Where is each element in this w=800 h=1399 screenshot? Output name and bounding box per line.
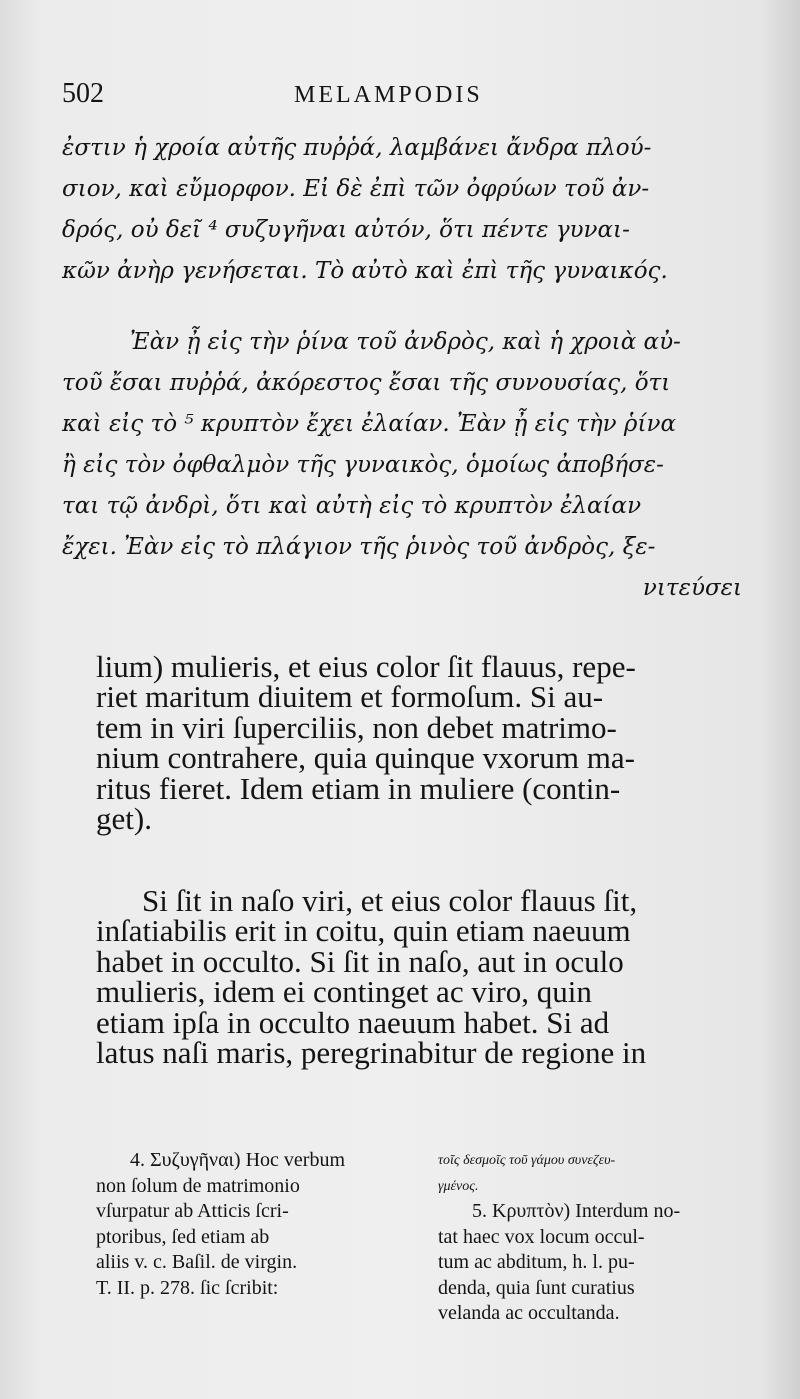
greek-line: ἔχει. Ἐὰν εἰς τὸ πλάγιον τῆς ῥινὸς τοῦ ἀνδρὸς, ξε-	[62, 534, 656, 560]
footnote-line: 5. Κρυπτὸν) Interdum no-	[472, 1200, 681, 1222]
greek-line: ἢ εἰς τὸν ὀφθαλμὸν τῆς γυναικὸς, ὁμοίως ἀποβήσε-	[62, 452, 664, 478]
greek-line: Ἐὰν ᾖ εἰς τὴν ῥίνα τοῦ ἀνδρὸς, καὶ ἡ χροιὰ αὐ-	[130, 329, 681, 355]
running-title: MELAMPODIS	[294, 82, 483, 108]
footnote-greek-line: τοῖς δεσμοῖς τοῦ γάμου συνεζευ-	[438, 1153, 616, 1168]
greek-catchword: νιτεύσει	[642, 575, 742, 601]
footnote-line: tat haec vox locum occul-	[438, 1225, 645, 1248]
latin-line: Si ſit in naſo viri, et eius color flauus ſit,	[142, 883, 638, 918]
greek-paragraph-1	[62, 128, 742, 292]
latin-paragraph-1	[96, 649, 736, 836]
footnote-line: 4. Συζυγῆναι) Hoc verbum	[130, 1149, 345, 1171]
latin-line: mulieris, idem ei continget ac viro, quin	[96, 974, 592, 1010]
latin-line: nium contrahere, quia quinque vxorum ma-	[96, 740, 635, 776]
footnote-line: T. II. p. 278. ſic ſcribit:	[96, 1276, 279, 1299]
greek-paragraph-2	[62, 322, 742, 609]
latin-line: latus naſi maris, peregrinabitur de regione in	[96, 1034, 647, 1070]
footnote-column-right	[438, 1148, 738, 1327]
greek-line: δρός, οὐ δεῖ ⁴ συζυγῆναι αὐτόν, ὅτι πέντε γυναι-	[62, 217, 630, 243]
latin-line: get).	[96, 800, 152, 836]
latin-line: habet in occulto. Si ſit in naſo, aut in oculo	[96, 943, 624, 979]
latin-line: riet maritum diuitem et formoſum. Si au-	[96, 679, 604, 715]
footnote-line: tum ac abditum, h. l. pu-	[438, 1251, 635, 1273]
latin-line: inſatiabilis erit in coitu, quin etiam naeuum	[96, 913, 631, 949]
greek-line: ται τῷ ἀνδρὶ, ὅτι καὶ αὐτὴ εἰς τὸ κρυπτὸν ἐλαίαν	[62, 493, 642, 519]
footnote-line: denda, quia ſunt curatius	[438, 1276, 635, 1299]
footnote-line: aliis v. c. Baſil. de virgin.	[96, 1251, 298, 1273]
footnote-line: velanda ac occultanda.	[438, 1302, 620, 1324]
latin-line: tem in viri ſuperciliis, non debet matrimo-	[96, 709, 617, 745]
footnote-column-left	[96, 1148, 416, 1301]
footnote-line: vſurpatur ab Atticis ſcri-	[96, 1200, 289, 1222]
latin-line: etiam ipſa in occulto naeuum habet. Si ad	[96, 1004, 610, 1040]
page-number: 502	[62, 78, 104, 109]
latin-line: ritus fieret. Idem etiam in muliere (contin-	[96, 770, 621, 806]
greek-line: ἐστιν ἡ χροία αὐτῆς πυῤῥά, λαμβάνει ἄνδρα πλού-	[62, 135, 652, 161]
greek-line: τοῦ ἔσαι πυῤῥά, ἀκόρεστος ἔσαι τῆς συνουσίας, ὅτι	[62, 370, 671, 396]
footnote-line: ptoribus, ſed etiam ab	[96, 1225, 270, 1248]
page-header	[62, 78, 742, 118]
footnote-line: non ſolum de matrimonio	[96, 1174, 300, 1197]
greek-line: κῶν ἀνὴρ γενήσεται. Τὸ αὐτὸ καὶ ἐπὶ τῆς γυναικός.	[62, 258, 668, 284]
latin-line: lium) mulieris, et eius color ſit flauus, repe-	[96, 649, 636, 684]
greek-line: καὶ εἰς τὸ ⁵ κρυπτὸν ἔχει ἐλαίαν. Ἐὰν ᾖ εἰς τὴν ῥίνα	[62, 411, 676, 437]
latin-paragraph-2	[96, 883, 736, 1070]
greek-line: σιον, καὶ εὔμορφον. Εἰ δὲ ἐπὶ τῶν ὀφρύων τοῦ ἀν-	[62, 176, 650, 202]
footnote-greek-line: γμένος.	[438, 1178, 479, 1194]
